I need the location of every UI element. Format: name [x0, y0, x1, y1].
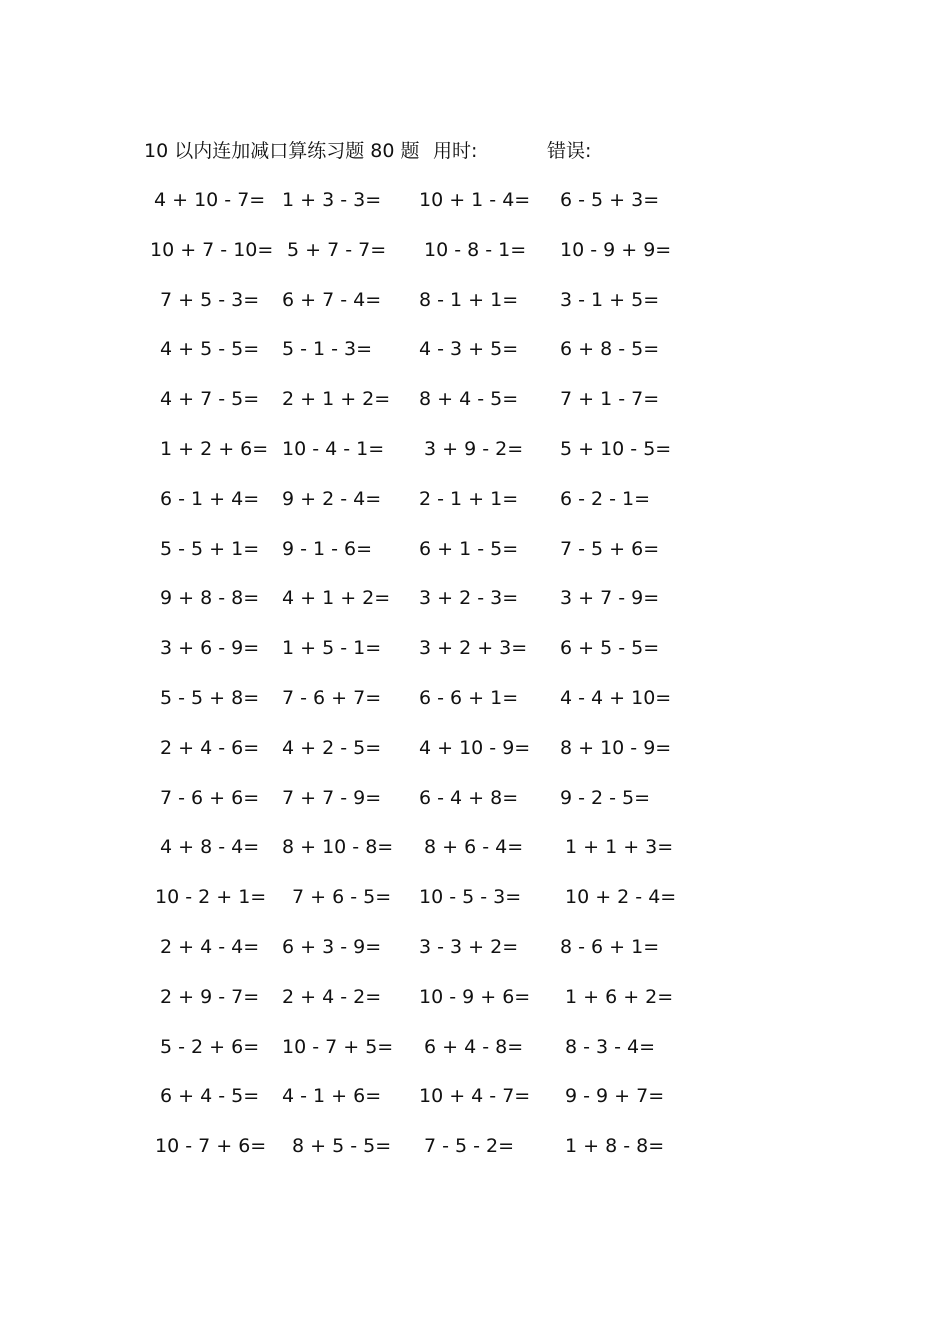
arithmetic-problem: 10 - 9 + 6=: [419, 985, 531, 1008]
arithmetic-problem: 10 + 4 - 7=: [419, 1085, 531, 1108]
arithmetic-problem: 5 - 1 - 3=: [282, 338, 373, 361]
arithmetic-problem: 9 + 8 - 8=: [160, 587, 260, 610]
arithmetic-problem: 2 + 4 - 6=: [160, 736, 260, 759]
arithmetic-problem: 10 - 7 + 5=: [282, 1035, 394, 1058]
arithmetic-problem: 7 + 6 - 5=: [292, 886, 392, 909]
arithmetic-problem: 5 - 5 + 1=: [160, 537, 260, 560]
arithmetic-problem: 1 + 1 + 3=: [565, 836, 674, 859]
arithmetic-problem: 10 - 8 - 1=: [424, 238, 527, 261]
arithmetic-problem: 7 + 1 - 7=: [560, 388, 660, 411]
arithmetic-problem: 8 - 3 - 4=: [565, 1035, 656, 1058]
arithmetic-problem: 7 - 5 + 6=: [560, 537, 660, 560]
arithmetic-problem: 4 + 1 + 2=: [282, 587, 391, 610]
arithmetic-problem: 1 + 5 - 1=: [282, 637, 382, 660]
arithmetic-problem: 2 + 4 - 4=: [160, 935, 260, 958]
arithmetic-problem: 10 + 7 - 10=: [150, 238, 274, 261]
arithmetic-problem: 5 - 5 + 8=: [160, 686, 260, 709]
arithmetic-problem: 1 + 6 + 2=: [565, 985, 674, 1008]
arithmetic-problem: 6 + 5 - 5=: [560, 637, 660, 660]
arithmetic-problem: 5 - 2 + 6=: [160, 1035, 260, 1058]
arithmetic-problem: 6 + 4 - 8=: [424, 1035, 524, 1058]
arithmetic-problem: 4 + 7 - 5=: [160, 388, 260, 411]
arithmetic-problem: 3 - 1 + 5=: [560, 288, 660, 311]
arithmetic-problem: 4 + 10 - 7=: [154, 189, 266, 211]
arithmetic-problem: 3 + 9 - 2=: [424, 437, 524, 460]
arithmetic-problem: 10 - 4 - 1=: [282, 437, 385, 460]
arithmetic-problem: 1 + 3 - 3=: [282, 189, 382, 211]
arithmetic-problem: 6 + 3 - 9=: [282, 935, 382, 958]
arithmetic-problem: 10 - 2 + 1=: [155, 886, 267, 909]
arithmetic-problem: 4 + 10 - 9=: [419, 736, 531, 759]
time-used-label: 用时:: [433, 140, 478, 162]
worksheet-title: 10 以内连加减口算练习题 80 题: [144, 140, 420, 162]
arithmetic-problem: 3 + 2 + 3=: [419, 637, 528, 660]
arithmetic-problem: 8 + 10 - 9=: [560, 736, 672, 759]
arithmetic-problem: 2 + 1 + 2=: [282, 388, 391, 411]
arithmetic-problem: 7 + 5 - 3=: [160, 288, 260, 311]
problem-grid: [145, 186, 705, 1182]
arithmetic-problem: 9 - 1 - 6=: [282, 537, 373, 560]
arithmetic-problem: 5 + 7 - 7=: [287, 238, 387, 261]
arithmetic-problem: 2 - 1 + 1=: [419, 487, 519, 510]
arithmetic-problem: 6 - 4 + 8=: [419, 786, 519, 809]
arithmetic-problem: 10 + 2 - 4=: [565, 886, 677, 909]
arithmetic-problem: 4 - 1 + 6=: [282, 1085, 382, 1108]
worksheet-header: [144, 137, 664, 165]
arithmetic-problem: 8 + 10 - 8=: [282, 836, 394, 859]
arithmetic-problem: 1 + 8 - 8=: [565, 1135, 665, 1158]
arithmetic-problem: 8 - 6 + 1=: [560, 935, 660, 958]
arithmetic-problem: 3 - 3 + 2=: [419, 935, 519, 958]
arithmetic-problem: 4 - 4 + 10=: [560, 686, 672, 709]
arithmetic-problem: 7 - 5 - 2=: [424, 1135, 515, 1158]
arithmetic-problem: 2 + 4 - 2=: [282, 985, 382, 1008]
arithmetic-problem: 8 + 4 - 5=: [419, 388, 519, 411]
arithmetic-problem: 6 + 7 - 4=: [282, 288, 382, 311]
arithmetic-problem: 4 - 3 + 5=: [419, 338, 519, 361]
arithmetic-problem: 10 - 5 - 3=: [419, 886, 522, 909]
arithmetic-problem: 7 - 6 + 7=: [282, 686, 382, 709]
arithmetic-problem: 6 - 6 + 1=: [419, 686, 519, 709]
arithmetic-problem: 10 + 1 - 4=: [419, 189, 531, 211]
arithmetic-problem: 6 - 5 + 3=: [560, 189, 660, 211]
arithmetic-problem: 4 + 5 - 5=: [160, 338, 260, 361]
arithmetic-problem: 8 + 5 - 5=: [292, 1135, 392, 1158]
arithmetic-problem: 6 + 1 - 5=: [419, 537, 519, 560]
arithmetic-problem: 10 - 9 + 9=: [560, 238, 672, 261]
arithmetic-problem: 9 - 2 - 5=: [560, 786, 651, 809]
arithmetic-problem: 4 + 2 - 5=: [282, 736, 382, 759]
arithmetic-problem: 9 - 9 + 7=: [565, 1085, 665, 1108]
arithmetic-problem: 6 + 4 - 5=: [160, 1085, 260, 1108]
arithmetic-problem: 9 + 2 - 4=: [282, 487, 382, 510]
arithmetic-problem: 2 + 9 - 7=: [160, 985, 260, 1008]
arithmetic-problem: 6 - 1 + 4=: [160, 487, 260, 510]
arithmetic-problem: 7 - 6 + 6=: [160, 786, 260, 809]
arithmetic-problem: 3 + 2 - 3=: [419, 587, 519, 610]
arithmetic-problem: 10 - 7 + 6=: [155, 1135, 267, 1158]
arithmetic-problem: 7 + 7 - 9=: [282, 786, 382, 809]
arithmetic-problem: 3 + 6 - 9=: [160, 637, 260, 660]
arithmetic-problem: 8 - 1 + 1=: [419, 288, 519, 311]
arithmetic-problem: 8 + 6 - 4=: [424, 836, 524, 859]
arithmetic-problem: 4 + 8 - 4=: [160, 836, 260, 859]
arithmetic-problem: 6 - 2 - 1=: [560, 487, 651, 510]
arithmetic-problem: 1 + 2 + 6=: [160, 437, 269, 460]
arithmetic-problem: 3 + 7 - 9=: [560, 587, 660, 610]
errors-label: 错误:: [547, 140, 592, 162]
arithmetic-problem: 5 + 10 - 5=: [560, 437, 672, 460]
arithmetic-problem: 6 + 8 - 5=: [560, 338, 660, 361]
